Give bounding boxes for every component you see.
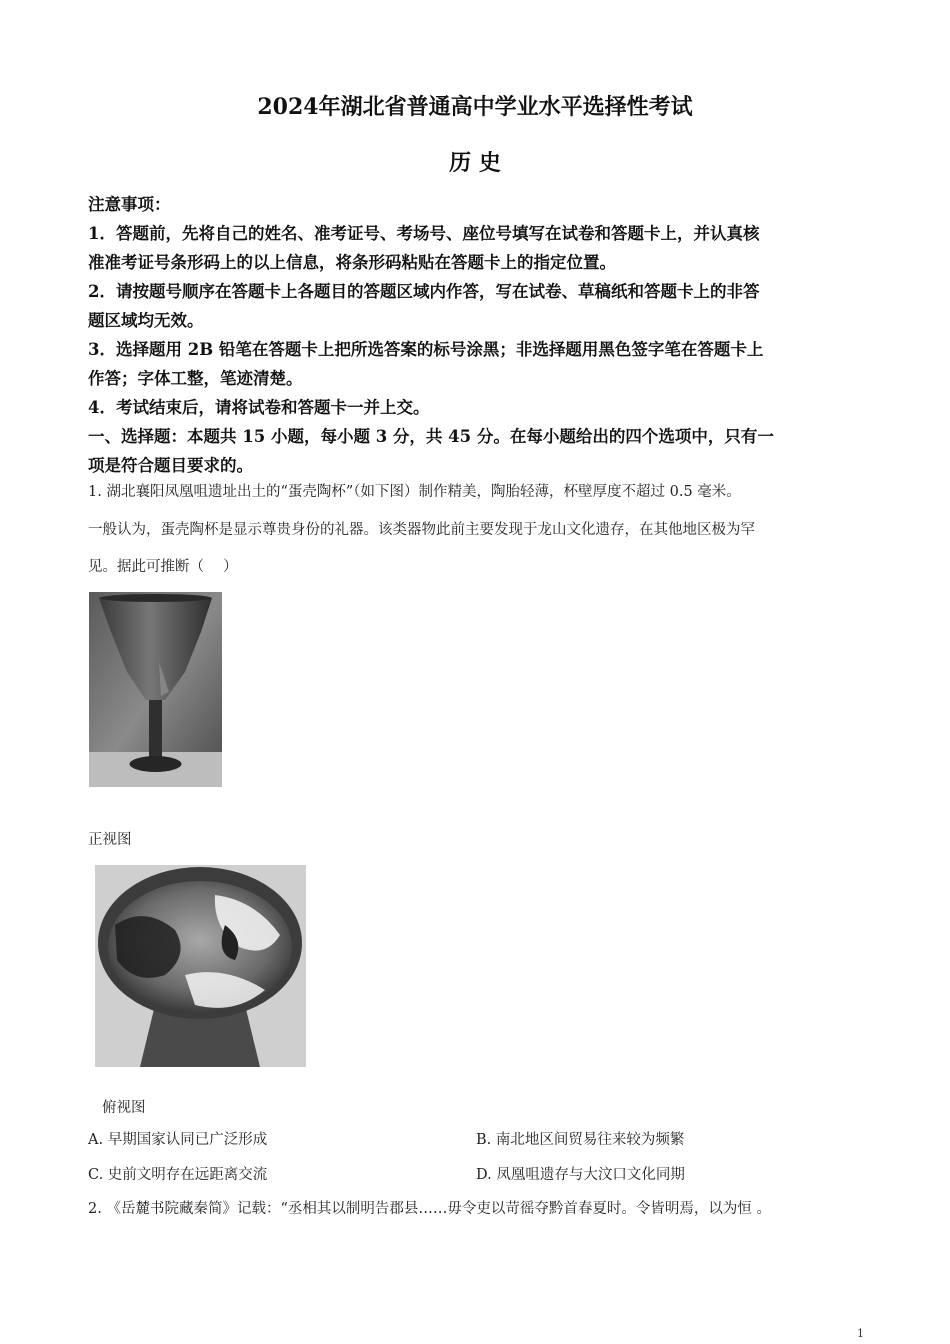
eggshell-cup-front-photo xyxy=(89,592,222,787)
notice-line: 作答；字体工整，笔迹清楚。 xyxy=(88,369,303,388)
notice-line: 1．答题前，先将自己的姓名、准考证号、考场号、座位号填写在试卷和答题卡上，并认真核 xyxy=(88,224,760,243)
question-2-text: 2. 《岳麓书院藏秦简》记载：“丞相其以制明告郡县……毋令吏以苛徭夺黔首春夏时。令皆明焉，以为恒 。 xyxy=(88,1201,771,1217)
option-d: D. 凤凰咀遗存与大汶口文化同期 xyxy=(476,1167,685,1183)
section-heading-line: 一、选择题：本题共 15 小题，每小题 3 分，共 45 分。在每小题给出的四个选项中，只有一 xyxy=(88,427,774,446)
question-1-text: 一般认为，蛋壳陶杯是显示尊贵身份的礼器。该类器物此前主要发现于龙山文化遗存，在其他地区极为罕 xyxy=(88,522,755,538)
question-1-text: 见。据此可推断（ ） xyxy=(88,559,238,575)
notice-line: 题区域均无效。 xyxy=(88,311,204,330)
exam-title: 2024年湖北省普通高中学业水平选择性考试 xyxy=(257,94,693,120)
option-b: B. 南北地区间贸易往来较为频繁 xyxy=(476,1132,685,1148)
front-view-caption: 正视图 xyxy=(88,832,132,848)
notice-line: 3．选择题用 2B 铅笔在答题卡上把所选答案的标号涂黑；非选择题用黑色签字笔在答题卡上 xyxy=(88,340,764,359)
eggshell-cup-top-photo xyxy=(95,865,306,1067)
option-a: A. 早期国家认同已广泛形成 xyxy=(88,1132,268,1148)
option-c: C. 史前文明存在远距离交流 xyxy=(88,1167,268,1183)
notice-line: 2．请按题号顺序在答题卡上各题目的答题区域内作答，写在试卷、草稿纸和答题卡上的非答 xyxy=(88,282,760,301)
question-1-text: 1. 湖北襄阳凤凰咀遗址出土的“蛋壳陶杯”（如下图）制作精美，陶胎轻薄，杯壁厚度不超过 0.5 毫米。 xyxy=(88,484,741,500)
notice-heading: 注意事项： xyxy=(88,195,171,214)
notice-line: 4．考试结束后，请将试卷和答题卡一并上交。 xyxy=(88,398,430,417)
subject-title: 历 史 xyxy=(449,150,501,176)
page-number: 1 xyxy=(857,1327,864,1340)
top-view-caption: 俯视图 xyxy=(102,1100,146,1116)
section-heading-line: 项是符合题目要求的。 xyxy=(88,456,253,475)
notice-line: 准准考证号条形码上的以上信息，将条形码粘贴在答题卡上的指定位置。 xyxy=(88,253,616,272)
